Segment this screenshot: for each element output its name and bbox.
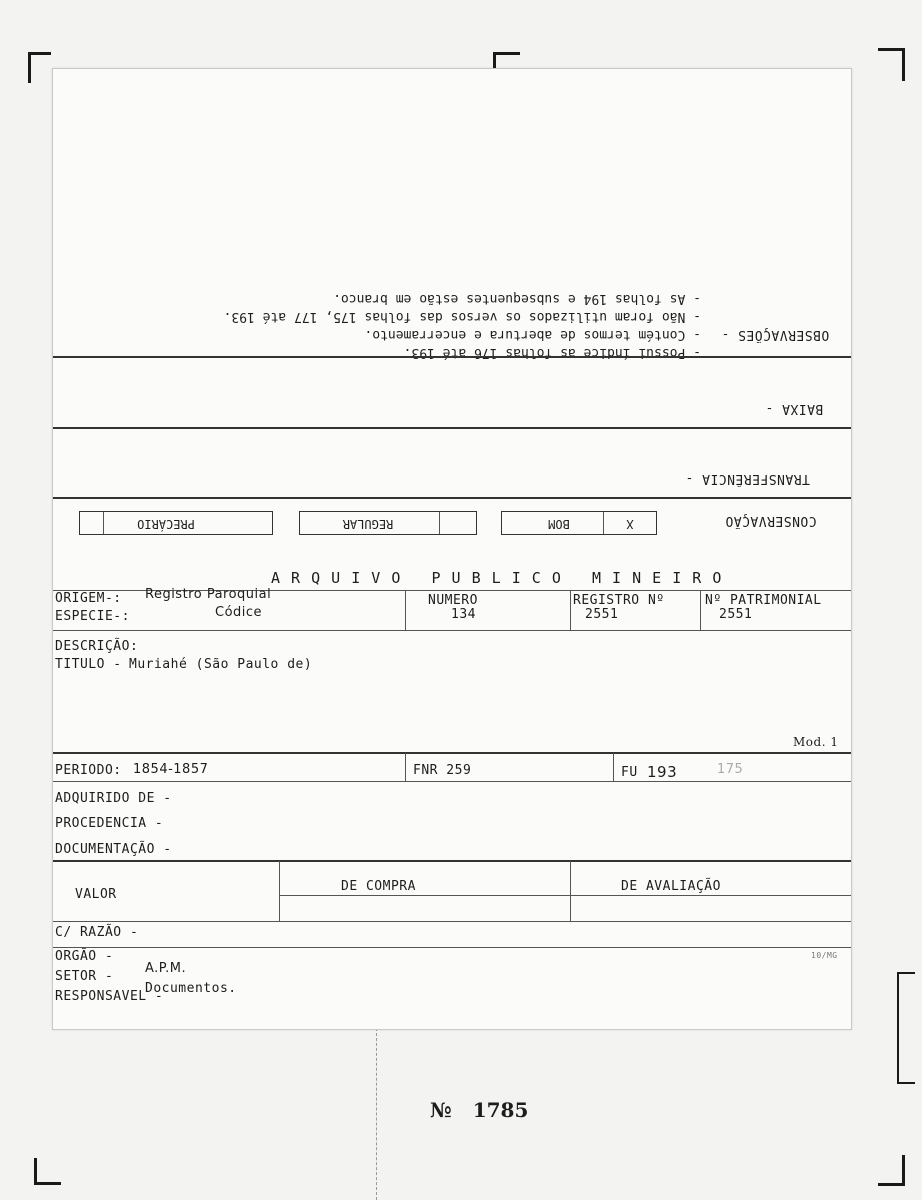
regular-box[interactable]: [299, 511, 477, 535]
col-sep: [613, 753, 614, 781]
responsavel-value: Documentos.: [145, 981, 237, 996]
obs-line: - As folhas 194 e subsequentes estão em branco.: [333, 291, 701, 306]
fold-line: [376, 1028, 377, 1200]
procedencia-label: PROCEDENCIA -: [55, 816, 164, 831]
col-sep: [570, 861, 571, 921]
divider: [53, 752, 851, 754]
divider: [53, 781, 851, 782]
crop-mark-bottom-right: [878, 1155, 905, 1186]
valor-label: VALOR: [75, 887, 117, 902]
tomg-stamp: 10/MG: [811, 951, 838, 960]
divider: [53, 921, 851, 922]
obs-line: - Contém termos de abertura e encerramento.: [364, 327, 701, 342]
col-sep: [279, 861, 280, 921]
avaliacao-label: DE AVALIAÇÃO: [621, 879, 721, 894]
model-number: Mod. 1: [793, 735, 839, 749]
conservacao-label: CONSERVAÇÃO: [725, 513, 817, 528]
periodo-value: 1854-1857: [133, 762, 209, 777]
fu-faded-value: 175: [717, 762, 744, 777]
registro-value: 2551: [585, 607, 619, 622]
col-sep: [405, 753, 406, 781]
descricao-label: DESCRIÇÃO:: [55, 639, 139, 654]
bom-box[interactable]: [501, 511, 657, 535]
fu-label: FU: [621, 765, 638, 780]
especie-value: Códice: [215, 605, 263, 620]
box-separator: [439, 512, 440, 534]
transferencia-label: TRANSFERÊNCIA -: [685, 471, 810, 486]
divider: [53, 427, 851, 429]
titulo-label: TITULO -: [55, 657, 122, 672]
control-number-prefix: №: [430, 1098, 452, 1122]
origem-value: Registro Paroquial: [145, 587, 272, 602]
col-sep: [700, 590, 701, 630]
divider: [53, 497, 851, 499]
patrimonial-label: Nº PATRIMONIAL: [705, 593, 822, 608]
periodo-label: PERIODO:: [55, 763, 122, 778]
numero-label: NUMERO: [428, 593, 478, 608]
regular-label: REGULAR: [342, 517, 394, 531]
responsavel-label: RESPONSAVEL -: [55, 989, 164, 1004]
divider: [53, 356, 851, 358]
obs-line: - Não foram utilizados os versos das folhas 175, 177 até 193.: [223, 309, 701, 324]
numero-value: 134: [451, 607, 476, 622]
col-sep: [570, 590, 571, 630]
origem-label: ORIGEM-:: [55, 591, 122, 606]
setor-value: A.P.M.: [145, 961, 187, 976]
observacoes-lines: [161, 281, 701, 361]
divider: [53, 860, 851, 862]
crop-mark-top-left: [28, 52, 51, 83]
especie-label: ESPECIE-:: [55, 609, 130, 624]
catalog-card: [52, 68, 852, 1030]
adquirido-label: ADQUIRIDO DE -: [55, 791, 172, 806]
bom-mark: X: [626, 517, 634, 531]
compra-label: DE COMPRA: [341, 879, 416, 894]
archive-header: A R Q U I V O P U B L I C O M I N E I R O: [271, 569, 723, 587]
divider: [53, 947, 851, 948]
col-sep: [405, 590, 406, 630]
crop-mark-bottom-left: [34, 1158, 61, 1185]
box-separator: [103, 512, 104, 534]
orgao-label: ORGÃO -: [55, 949, 114, 964]
control-number-value: 1785: [472, 1098, 529, 1122]
crop-mark-top-right: [878, 48, 905, 81]
baixa-label: BAIXA -: [765, 401, 824, 416]
control-number: [430, 1098, 528, 1122]
razao-label: C/ RAZÃO -: [55, 925, 139, 940]
fu-value: 193: [647, 763, 678, 781]
divider: [53, 630, 851, 631]
observacoes-label: OBSERVAÇÕES -: [721, 327, 830, 342]
registro-label: REGISTRO Nº: [573, 593, 665, 608]
precario-box[interactable]: [79, 511, 273, 535]
side-bracket: [897, 972, 915, 1084]
obs-line: - Possui índice as folhas 176 até 193.: [403, 345, 701, 360]
setor-label: SETOR -: [55, 969, 114, 984]
patrimonial-value: 2551: [719, 607, 753, 622]
titulo-value: Muriahé (São Paulo de): [129, 657, 313, 672]
precario-label: PRECÁRIO: [137, 517, 195, 531]
bom-label: BOM: [548, 517, 570, 531]
valor-inner-rule: [279, 895, 851, 896]
documentacao-label: DOCUMENTAÇÃO -: [55, 842, 172, 857]
fnr-value: FNR 259: [413, 763, 472, 778]
